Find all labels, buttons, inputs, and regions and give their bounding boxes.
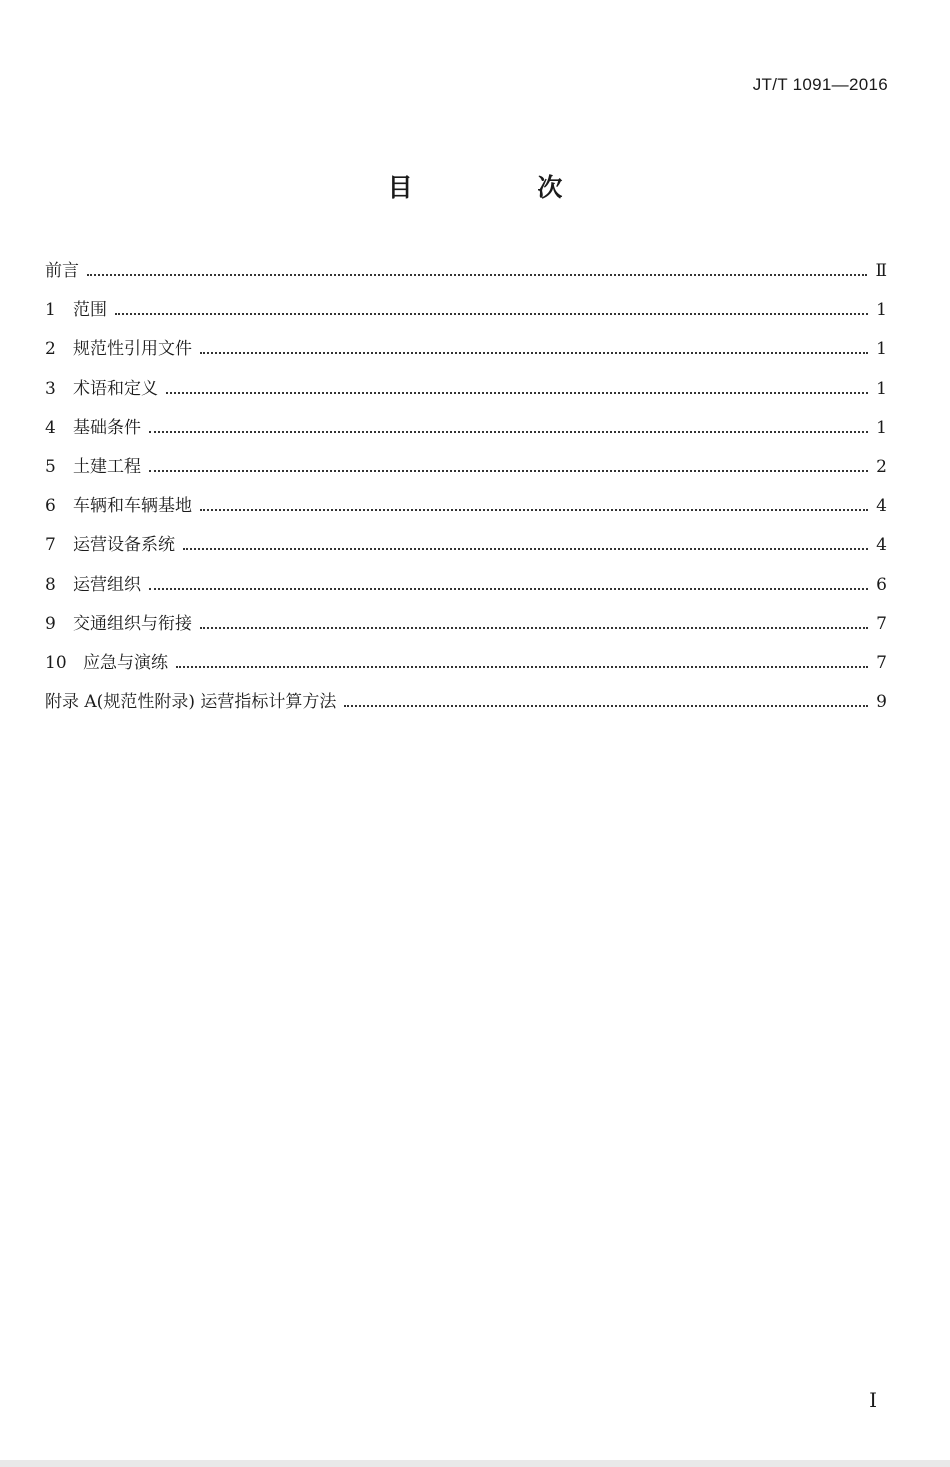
toc-entry-page: 9 xyxy=(876,692,887,713)
toc-entry-number: 3 xyxy=(45,378,56,399)
toc-entry-9[interactable] xyxy=(45,608,887,647)
toc-entry-5[interactable] xyxy=(45,451,887,490)
toc-entry-label: 运营组织 xyxy=(73,574,141,595)
page-bottom-edge xyxy=(0,1460,950,1467)
toc-entry-page: 2 xyxy=(876,456,887,477)
toc-entry-6[interactable] xyxy=(45,490,887,529)
toc-entry-number: 4 xyxy=(45,417,56,438)
dot-leader xyxy=(183,548,868,550)
toc-entry-3[interactable] xyxy=(45,373,887,412)
toc-entry-7[interactable] xyxy=(45,529,887,568)
toc-entry-page: 6 xyxy=(876,574,887,595)
toc-entry-number: 7 xyxy=(45,535,56,556)
toc-entry-page: 7 xyxy=(876,652,887,673)
toc-entry-number: 8 xyxy=(45,574,56,595)
toc-entry-page: 1 xyxy=(876,378,887,399)
dot-leader xyxy=(149,470,868,472)
toc-entry-label: 附录 A(规范性附录) 运营指标计算方法 xyxy=(45,692,337,713)
toc-entry-number: 10 xyxy=(45,652,67,673)
toc-entry-1[interactable] xyxy=(45,294,887,333)
toc-entry-label: 规范性引用文件 xyxy=(73,339,192,360)
toc-entry-number: 5 xyxy=(45,456,56,477)
dot-leader xyxy=(176,666,868,668)
toc-entry-label: 车辆和车辆基地 xyxy=(73,496,192,517)
dot-leader xyxy=(200,352,868,354)
toc-entry-2[interactable] xyxy=(45,333,887,372)
toc-entry-label: 范围 xyxy=(73,300,107,321)
dot-leader xyxy=(200,627,868,629)
toc-entry-number: 1 xyxy=(45,300,56,321)
document-code: JT/T 1091—2016 xyxy=(752,75,888,94)
table-of-contents xyxy=(45,255,887,725)
toc-title: 目 次 xyxy=(387,173,621,202)
toc-entry-number: 6 xyxy=(45,496,56,517)
toc-entry-page: Ⅱ xyxy=(875,261,887,281)
toc-entry-label: 应急与演练 xyxy=(83,652,168,673)
toc-entry-label: 土建工程 xyxy=(73,456,141,477)
toc-entry-label: 交通组织与衔接 xyxy=(73,613,192,634)
toc-entry-page: 1 xyxy=(876,300,887,321)
toc-entry-page: 1 xyxy=(876,339,887,360)
toc-entry-label: 运营设备系统 xyxy=(73,535,175,556)
toc-entry-page: 4 xyxy=(876,496,887,517)
toc-entry-page: 7 xyxy=(876,613,887,634)
toc-entry-number: 9 xyxy=(45,613,56,634)
toc-entry-8[interactable] xyxy=(45,569,887,608)
toc-entry-4[interactable] xyxy=(45,412,887,451)
toc-entry-page: 1 xyxy=(876,417,887,438)
dot-leader xyxy=(344,705,868,707)
toc-entry-label: 基础条件 xyxy=(73,417,141,438)
toc-entry-10[interactable] xyxy=(45,647,887,686)
dot-leader xyxy=(200,509,868,511)
page-number: I xyxy=(869,1388,877,1412)
toc-entry-label: 前言 xyxy=(45,261,79,281)
toc-entry-number: 2 xyxy=(45,339,56,360)
toc-entry-foreword[interactable] xyxy=(45,255,887,294)
dot-leader xyxy=(115,313,868,315)
dot-leader xyxy=(166,392,868,394)
dot-leader xyxy=(87,274,867,276)
toc-entry-page: 4 xyxy=(876,535,887,556)
toc-entry-appendix-a[interactable] xyxy=(45,686,887,725)
toc-entry-label: 术语和定义 xyxy=(73,378,158,399)
dot-leader xyxy=(149,588,868,590)
dot-leader xyxy=(149,431,868,433)
